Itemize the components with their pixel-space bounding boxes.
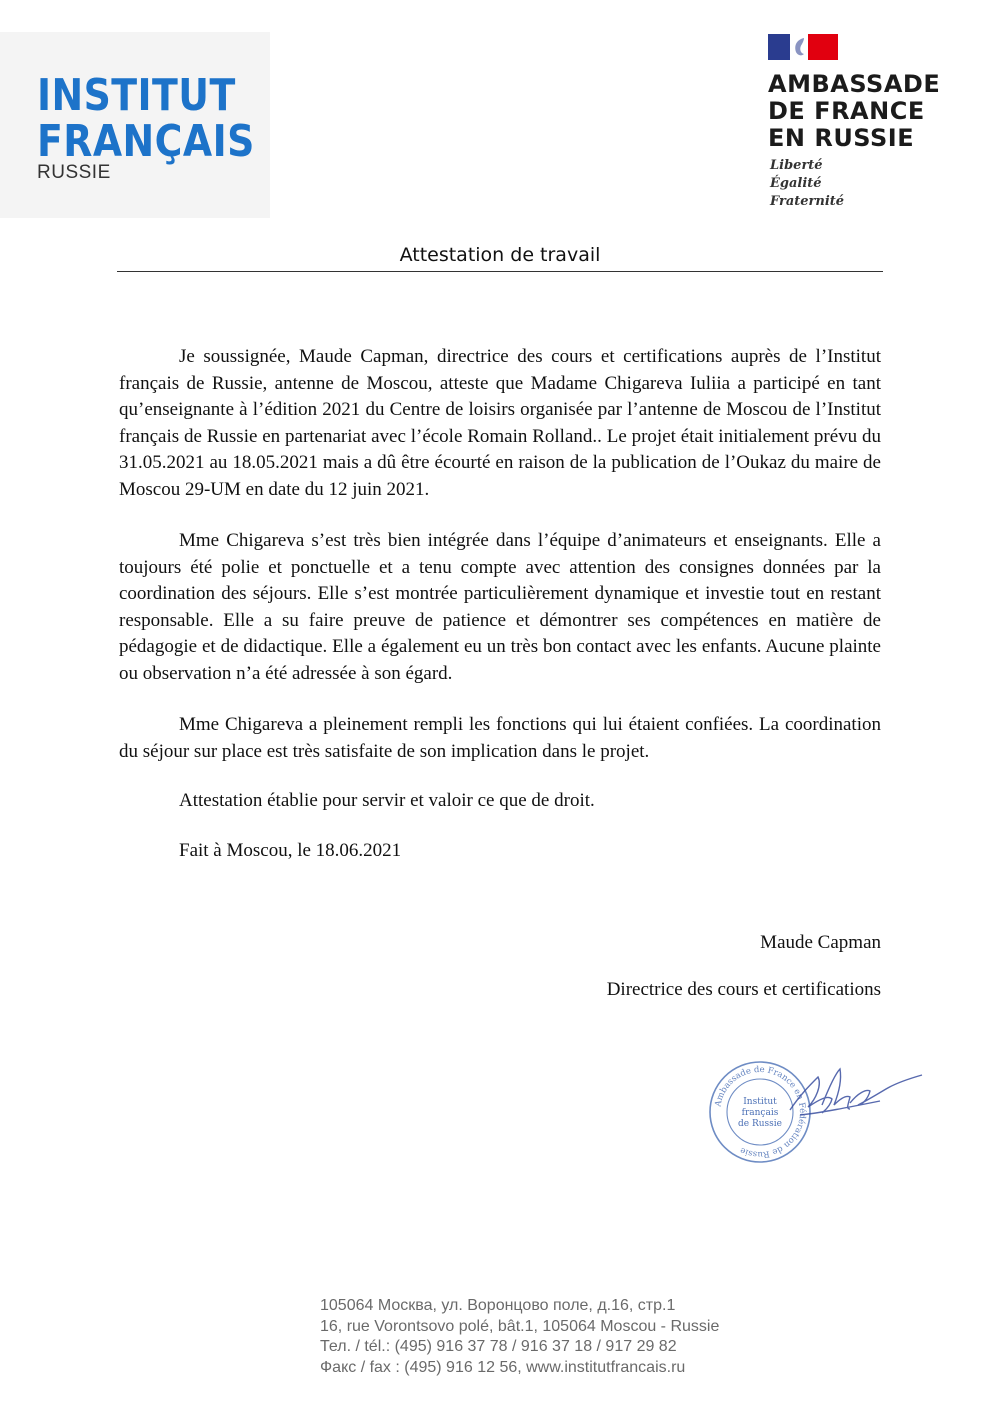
stamp-ring-text: Ambassade de France en Fédération de Russie [713,1064,808,1160]
institut-francais-logo [0,32,270,218]
stamp-circle [710,1062,810,1162]
embassy-logo [768,34,968,214]
paragraph-4: Attestation établie pour servir et valoir ce que de droit. [179,790,595,811]
logo-line-2: FRANÇAIS [37,116,255,167]
flag-blue-band [768,34,790,60]
embassy-line-3: EN RUSSIE [768,124,915,152]
paragraph-1-block [119,344,881,503]
flag-white-band [790,34,808,60]
motto-egalite: Égalité [770,176,822,191]
paragraph-2: Mme Chigareva s’est très bien intégrée dans l’équipe d’animateurs et enseignants. Elle a toujours été polie et ponctuelle et a tenu compte avec attention des consignes données par la coordination des séjours. Elle s’est montrée particulièrement dynamique et investie tout en restant responsable. Elle a su faire preuve de patience et démontrer ses compétences en matière de pédagogie et de didactique. Elle a également eu un très bon contact avec les enfants. Aucune plainte ou observation n’a été adressée à son égard. [119,530,881,684]
official-stamp [700,1055,930,1170]
stamp-center-line-3: de Russie [738,1119,782,1129]
place-date-line: Fait à Moscou, le 18.06.2021 [179,840,402,861]
paragraph-5-block [119,838,881,865]
logo-line-3: RUSSIE [37,162,111,183]
footer-address [320,1296,720,1378]
motto-liberte: Liberté [770,158,823,173]
stamp-center-line-2: français [741,1108,779,1118]
signatory-title: Directrice des cours et certifications [606,979,881,1000]
footer-line-2: 16, rue Vorontsovo polé, bât.1, 105064 Moscou - Russie [320,1317,720,1335]
paragraph-4-block [119,788,881,815]
embassy-line-1: AMBASSADE [768,70,941,98]
flag-red-band [808,34,838,60]
footer-line-1: 105064 Москва, ул. Воронцово поле, д.16, стр.1 [320,1297,676,1314]
signatory-name: Maude Capman [760,932,881,953]
motto-fraternite: Fraternité [770,194,845,209]
logo-line-1: INSTITUT [37,70,236,121]
paragraph-3: Mme Chigareva a pleinement rempli les fonctions qui lui étaient confiées. La coordination du séjour sur place est très satisfaite de son implication dans le projet. [119,714,881,762]
paragraph-3-block [119,712,881,765]
document-title: Attestation de travail [399,244,601,266]
footer-line-4: Факс / fax : (495) 916 12 56, www.institutfrancais.ru [320,1358,686,1376]
footer-line-3: Тел. / tél.: (495) 916 37 78 / 916 37 18 / 917 29 82 [320,1338,677,1355]
paragraph-1: Je soussignée, Maude Capman, directrice des cours et certifications auprès de l’Institut français de Russie, antenne de Moscou, atteste que Madame Chigareva Iuliia a participé en tant qu’enseignante à l’édition 2021 du Centre de loisirs organisée par l’antenne de Moscou de l’Institut français de Russie en partenariat avec l’école Romain Rolland.. Le projet était initialement prévu du 31.05.2021 au 18.05.2021 mais a dû être écourté en raison de la publication de l’Oukaz du maire de Moscou 29-UM en date du 12 juin 2021. [119,346,881,500]
title-divider [117,271,883,272]
embassy-line-2: DE FRANCE [768,97,925,125]
paragraph-2-block [119,528,881,687]
stamp-center-line-1: Institut [743,1097,777,1107]
marianne-flag-icon [768,34,838,60]
